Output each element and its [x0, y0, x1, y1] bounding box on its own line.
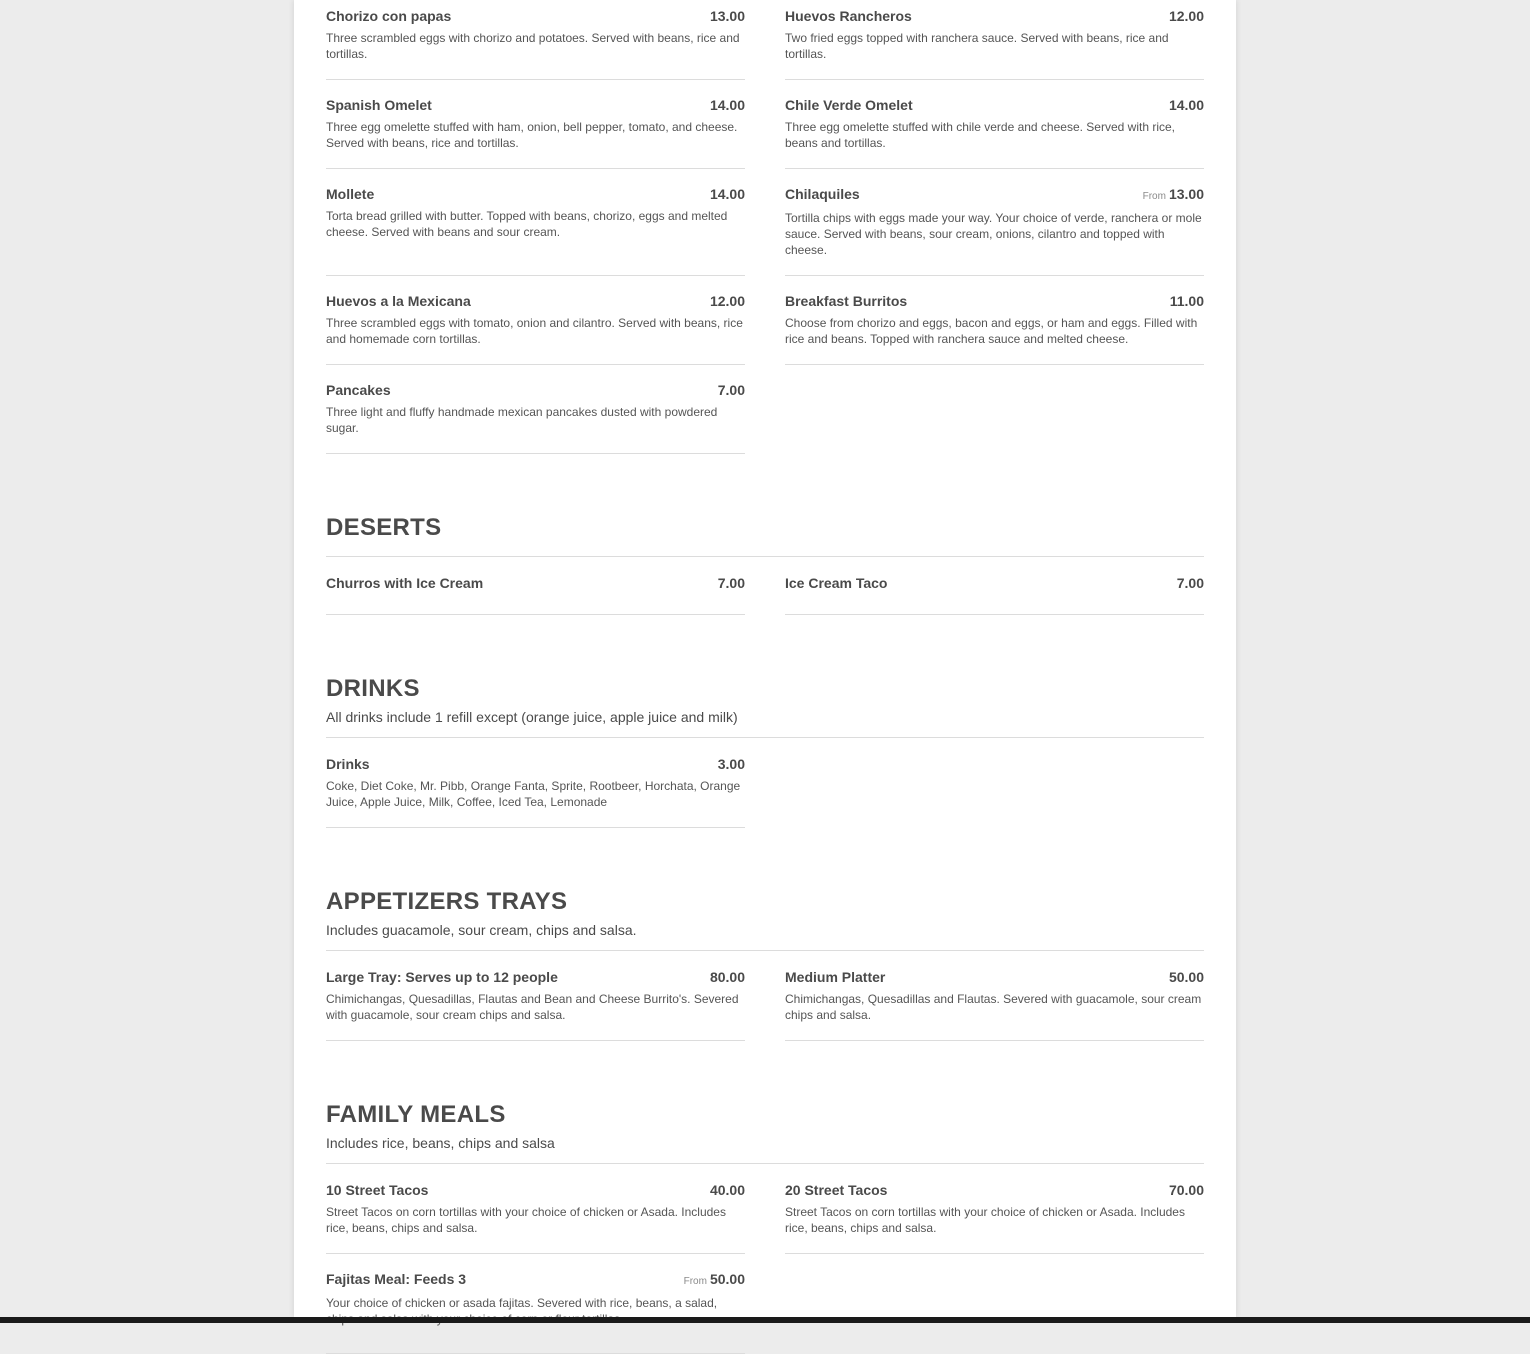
item-description: Three scrambled eggs with chorizo and potatoes. Served with beans, rice and tortillas. — [326, 31, 740, 61]
item-name: Chile Verde Omelet — [785, 97, 913, 113]
section-title-deserts: DESERTS — [326, 514, 442, 541]
item-price — [1143, 186, 1204, 202]
item-description: Two fried eggs topped with ranchera sauce. Served with beans, rice and tortillas. — [785, 31, 1169, 61]
item-name: Pancakes — [326, 382, 391, 398]
item-price: 14.00 — [709, 186, 745, 202]
item-description: Street Tacos on corn tortillas with your choice of chicken or Asada. Includes rice, beans, chips and salsa. — [326, 1205, 726, 1235]
item-name: Huevos Rancheros — [785, 8, 912, 24]
menu-item-10-street-tacos[interactable] — [326, 1174, 745, 1254]
item-price: 12.00 — [1168, 8, 1204, 24]
section-divider — [326, 556, 1204, 557]
item-name: 20 Street Tacos — [785, 1182, 888, 1198]
from-label: From — [1142, 191, 1166, 202]
menu-item-pancakes[interactable] — [326, 374, 745, 454]
menu-item-breakfast-burritos[interactable] — [785, 285, 1204, 365]
item-description: Torta bread grilled with butter. Topped with beans, chorizo, eggs and melted cheese. Served with beans and sour cream. — [326, 209, 728, 239]
section-title-family-meals: FAMILY MEALS — [326, 1101, 506, 1128]
item-name: Large Tray: Serves up to 12 people — [326, 969, 558, 985]
menu-item-fajitas-meal[interactable] — [326, 1263, 745, 1354]
item-description: Street Tacos on corn tortillas with your choice of chicken or Asada. Includes rice, beans, chips and salsa. — [785, 1205, 1185, 1235]
item-price: 40.00 — [709, 1182, 745, 1198]
menu-page — [294, 0, 1236, 1317]
section-subtitle-appetizers: Includes guacamole, sour cream, chips and salsa. — [326, 922, 637, 938]
menu-item-huevos-rancheros[interactable] — [785, 0, 1204, 80]
menu-item-drinks[interactable] — [326, 748, 745, 828]
menu-item-spanish-omelet[interactable] — [326, 89, 745, 169]
item-name: Spanish Omelet — [326, 97, 432, 113]
section-divider — [326, 737, 1204, 738]
price-value: 13.00 — [1168, 186, 1204, 202]
menu-item-large-tray[interactable] — [326, 961, 745, 1041]
item-name: Chilaquiles — [785, 186, 860, 202]
section-divider — [326, 1163, 1204, 1164]
item-name: Huevos a la Mexicana — [326, 293, 471, 309]
item-price: 80.00 — [709, 969, 745, 985]
item-name: Churros with Ice Cream — [326, 575, 484, 591]
section-subtitle-family-meals: Includes rice, beans, chips and salsa — [326, 1135, 555, 1151]
item-price: 7.00 — [1176, 575, 1204, 591]
item-price: 12.00 — [709, 293, 745, 309]
menu-item-chorizo-con-papas[interactable] — [326, 0, 745, 80]
item-description: Three egg omelette stuffed with chile verde and cheese. Served with rice, beans and tortillas. — [785, 120, 1175, 150]
item-description: Three egg omelette stuffed with ham, onion, bell pepper, tomato, and cheese. Served with beans, rice and tortillas. — [326, 120, 738, 150]
menu-item-chile-verde-omelet[interactable] — [785, 89, 1204, 169]
from-label: From — [683, 1276, 707, 1287]
menu-item-20-street-tacos[interactable] — [785, 1174, 1204, 1254]
item-name: Ice Cream Taco — [785, 575, 888, 591]
item-price — [684, 1271, 745, 1287]
item-description: Choose from chorizo and eggs, bacon and eggs, or ham and eggs. Filled with rice and beans. Topped with ranchera sauce and melted cheese. — [785, 316, 1198, 346]
item-name: Medium Platter — [785, 969, 886, 985]
item-price: 3.00 — [717, 756, 745, 772]
menu-item-ice-cream-taco[interactable] — [785, 567, 1204, 615]
item-name: Drinks — [326, 756, 370, 772]
item-name: Fajitas Meal: Feeds 3 — [326, 1271, 467, 1287]
bottom-bar — [0, 1317, 1530, 1323]
menu-item-churros[interactable] — [326, 567, 745, 615]
item-description: Coke, Diet Coke, Mr. Pibb, Orange Fanta, Sprite, Rootbeer, Horchata, Orange Juice, Apple Juice, Milk, Coffee, Iced Tea, Lemonade — [326, 779, 741, 809]
item-description: Three scrambled eggs with tomato, onion and cilantro. Served with beans, rice and homemade corn tortillas. — [326, 316, 743, 346]
menu-item-huevos-a-la-mexicana[interactable] — [326, 285, 745, 365]
item-price: 7.00 — [717, 382, 745, 398]
section-title-appetizers: APPETIZERS TRAYS — [326, 888, 568, 915]
item-name: Mollete — [326, 186, 375, 202]
menu-item-medium-platter[interactable] — [785, 961, 1204, 1041]
item-description: Three light and fluffy handmade mexican pancakes dusted with powdered sugar. — [326, 405, 718, 435]
item-description: Tortilla chips with eggs made your way. Your choice of verde, ranchera or mole sauce. Served with beans, sour cream, onions, cilantro and topped with cheese. — [785, 211, 1202, 257]
item-price: 70.00 — [1168, 1182, 1204, 1198]
item-price: 11.00 — [1169, 293, 1204, 309]
item-price: 50.00 — [1168, 969, 1204, 985]
price-value: 50.00 — [709, 1271, 745, 1287]
menu-item-mollete[interactable] — [326, 178, 745, 276]
item-price: 13.00 — [709, 8, 745, 24]
item-price: 7.00 — [717, 575, 745, 591]
item-name: Chorizo con papas — [326, 8, 452, 24]
item-price: 14.00 — [709, 97, 745, 113]
item-description: Chimichangas, Quesadillas, Flautas and Bean and Cheese Burrito's. Severed with guacamole, sour cream chips and salsa. — [326, 992, 739, 1022]
item-name: 10 Street Tacos — [326, 1182, 429, 1198]
section-subtitle-drinks: All drinks include 1 refill except (orange juice, apple juice and milk) — [326, 709, 738, 725]
section-title-drinks: DRINKS — [326, 675, 420, 702]
menu-item-chilaquiles[interactable] — [785, 178, 1204, 276]
item-price: 14.00 — [1168, 97, 1204, 113]
item-name: Breakfast Burritos — [785, 293, 908, 309]
item-description: Chimichangas, Quesadillas and Flautas. Severed with guacamole, sour cream chips and salsa. — [785, 992, 1202, 1022]
section-divider — [326, 950, 1204, 951]
item-description: Your choice of chicken or asada fajitas. Severed with rice, beans, a salad, — [326, 1296, 718, 1310]
